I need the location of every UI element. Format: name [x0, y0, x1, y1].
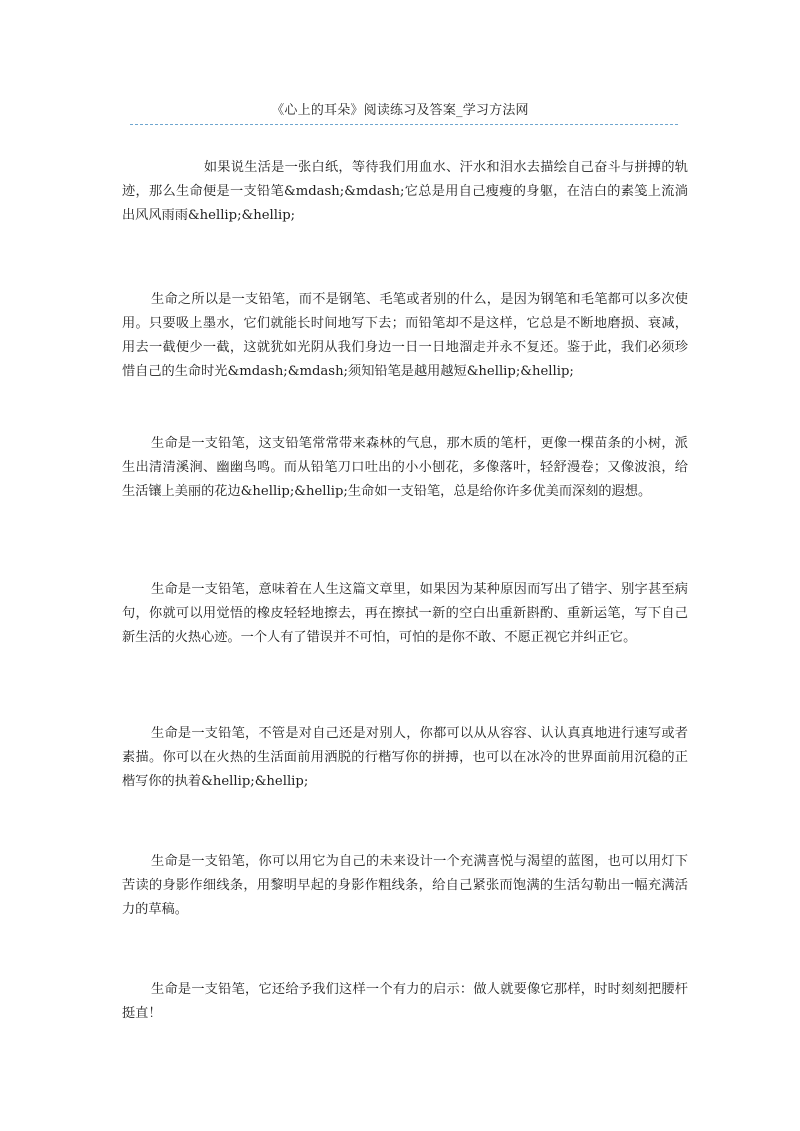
paragraph-2: 生命之所以是一支铅笔，而不是钢笔、毛笔或者别的什么，是因为钢笔和毛笔都可以多次使用。只要吸上墨水，它们就能长时间地写下去；而铅笔却不是这样，它总是不断地磨损、衰减，用去一截便少一截，这就犹如光阴从我们身边一日一日地溜走并永不复还。鉴于此，我们必须珍惜自己的生命时光&mdash;&mdash;须知铅笔是越用越短&hellip;&hellip; — [122, 292, 688, 379]
title-divider — [130, 124, 678, 125]
paragraph-7: 生命是一支铅笔，它还给予我们这样一个有力的启示：做人就要像它那样，时时刻刻把腰杆挺直！ — [122, 982, 688, 1021]
paragraph-4: 生命是一支铅笔，意味着在人生这篇文章里，如果因为某种原因而写出了错字、别字甚至病句，你就可以用觉悟的橡皮轻轻地擦去，再在擦拭一新的空白出重新斟酌、重新运笔，写下自己新生活的火热心迹。一个人有了错误并不可怕，可怕的是你不敢、不愿正视它并纠正它。 — [122, 582, 688, 645]
paragraph-5: 生命是一支铅笔，不管是对自己还是对别人，你都可以从从容容、认认真真地进行速写或者素描。你可以在火热的生活面前用洒脱的行楷写你的拼搏，也可以在冰冷的世界面前用沉稳的正楷写你的执着&hellip;&hellip; — [122, 726, 688, 789]
paragraph-3: 生命是一支铅笔，这支铅笔常常带来森林的气息，那木质的笔杆，更像一棵苗条的小树，派生出清清溪涧、幽幽鸟鸣。而从铅笔刀口吐出的小小刨花，多像落叶，轻舒漫卷；又像波浪，给生活镶上美丽的花边&hellip;&hellip;生命如一支铅笔，总是给你许多优美而深刻的遐想。 — [122, 436, 688, 499]
page-title: 《心上的耳朵》阅读练习及答案_学习方法网 — [271, 103, 529, 118]
paragraph-6: 生命是一支铅笔，你可以用它为自己的未来设计一个充满喜悦与渴望的蓝图，也可以用灯下苦读的身影作细线条，用黎明早起的身影作粗线条，给自己紧张而饱满的生活勾勒出一幅充满活力的草稿。 — [122, 854, 688, 917]
paragraph-1: 如果说生活是一张白纸，等待我们用血水、汗水和泪水去描绘自己奋斗与拼搏的轨迹，那么生命便是一支铅笔&mdash;&mdash;它总是用自己瘦瘦的身躯，在洁白的素笺上流淌出风风雨雨&hellip;&hellip; — [122, 160, 688, 223]
